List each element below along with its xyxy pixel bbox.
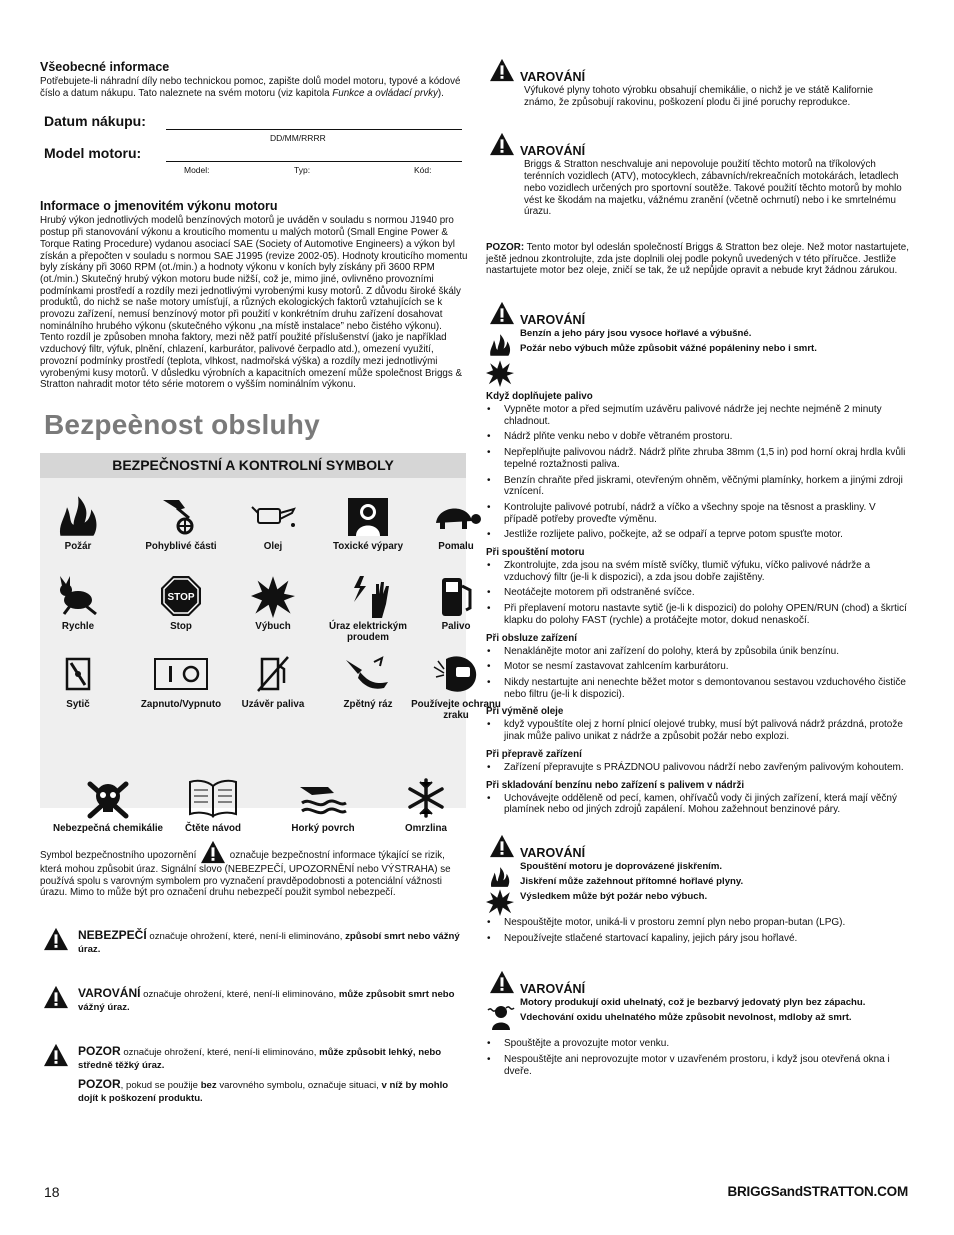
model-sub-label: Model: <box>184 165 210 176</box>
brand-url: BRIGGSandSTRATTON.COM <box>727 1184 908 1199</box>
stop-text: STOP <box>167 591 195 603</box>
choke-icon <box>28 649 128 699</box>
notice-text: Tento motor byl odeslán společností Briggs & Stratton bez oleje. Než motor nastartujete, ještě jednou zkontrolujte, zda jste doplnili olej podle pokynů uvedených v této příručce. Jestliže nastartujete motor bez oleje, zničí se tak, že už nepůjde opravit a nebude kryt žádnou zárukou. <box>486 241 909 277</box>
caution-bold: může způsobit lehký, nebo středně těžký úraz. <box>78 1047 442 1072</box>
rabbit-icon <box>28 571 128 621</box>
warning-line: Požár nebo výbuch může způsobit vážné popáleniny nebo i smrt. <box>520 343 817 355</box>
symbol-skull-crossbones <box>38 773 178 834</box>
symbol-hot-surface <box>273 773 373 834</box>
signal-danger <box>40 929 468 956</box>
refuel-heading: Když doplňujete palivo <box>486 391 593 403</box>
warning-text: Výfukové plyny tohoto výrobku obsahují chemikálie, o nichž je ve státě Kalifornie známo, že způsobují rakovinu, poškození plodu či jiné poruchy reprodukce. <box>524 85 874 108</box>
date-format-hint: DD/MM/RRRR <box>270 133 326 144</box>
oil-list <box>486 719 910 742</box>
list-item: • Nepřeplňujte palivovou nádrž. Nádrž plňte zhruba 38mm (1,5 in) pod horní okraj hrdla kvůli tepelné roztažnosti paliva. <box>486 447 910 470</box>
symbol-toxic-fumes <box>318 491 418 552</box>
warning-alert-icon <box>488 970 516 994</box>
list-item: • Nepoužívejte stlačené startovací kapaliny, jejich páry jsou hořlavé. <box>486 933 910 945</box>
warning-line: Výsledkem může být požár nebo výbuch. <box>520 890 708 902</box>
start-heading: Při spouštění motoru <box>486 547 585 559</box>
oil-can-icon <box>223 491 323 541</box>
symbol-oil-can <box>223 491 323 552</box>
warning-alert-icon <box>42 985 70 1009</box>
symbol-label: Požár <box>64 540 92 552</box>
caution-alert-icon <box>42 1043 70 1067</box>
skull-crossbones-icon <box>38 773 178 823</box>
warning-title: VAROVÁNÍ <box>520 144 586 159</box>
warning-text: označuje ohrožení, které, není-li eliminováno, <box>140 989 339 1001</box>
symbol-open-book <box>163 773 263 834</box>
general-info-text <box>40 76 464 99</box>
list-item: • Nikdy nestartujte ani nenechte běžet motor s demontovanou sestavou vzduchového čističe nebo filtru (je-li k dispozici). <box>486 677 910 700</box>
warning-title: VAROVÁNÍ <box>520 70 586 84</box>
symbol-electric-shock <box>318 571 418 643</box>
code-sub-label: Kód: <box>414 165 432 176</box>
power-rating-text: Hrubý výkon jednotlivých modelů benzínových motorů je uváděn v souladu s normou J1940 pro postup při stanovování výkonu a krouticího momentu u malých motorů (Small Engine Power & Torque Rating Procedure) vydanou asociací SAE (Society of Automotive Engineers) a výkon byl získán a přepočten v souladu s normou SAE J1995 (revize 2002-05). Hodnoty krouticího momentu byly získány při 3060 RPM (ot./min.) a hodnoty výkonu v koních byly získány při 3600 RPM (ot./min.) Skutečný hrubý výkon motoru bude nižší, což je, mimo jiné, ovlivněno provozními podmínkami prostředí a rozdíly mezi jednotlivými vyrobenými kusy motorů. Z důvodu široké škály produktů, do nichž se naše motory umísťují, a různých ekologických faktorů vztahujících se k provozu zařízení, nemusí benzínový motor při použití v konkrétním druhu zařízení dosahovat nominálního hrubého výkonu (skutečného výkonu „na místě instalace” nebo čistého výkonu). Tento rozdíl je způsoben mnoha faktory, mezi něž patří použité příslušenství (jako je například vzduchový filtr, výfuk, plnění, chlazení, karburátor, palivové čerpadlo atd.), omezení využití, provozní podmínky prostředí (teplota, vlhkost, nadmořská výška) a rozdíly mezi jednotlivými vyrobenými kusy motorů. V důsledku výrobních a kapacitních omezení může společnost Briggs & Stratton nahradit motor této série motorem o vyšším nominálním výkonu. <box>40 215 468 391</box>
symbol-label: Palivo <box>441 620 471 632</box>
purchase-date-label: Datum nákupu: <box>44 113 146 130</box>
list-item: • Neotáčejte motorem při odstraněné svíčce. <box>486 587 910 599</box>
symbol-label: Úraz elektrickým proudem <box>329 620 407 643</box>
list-item: • Zařízení přepravujte s PRÁZDNOU palivovou nádrží nebo zavřeným palivovým kohoutem. <box>486 762 910 774</box>
symbol-snowflake <box>376 773 476 834</box>
explosion-icon <box>486 359 514 387</box>
symbols-header: BEZPEČNOSTNÍ A KONTROLNÍ SYMBOLY <box>40 453 466 478</box>
safety-alert-icon <box>199 840 227 864</box>
symbol-on-off <box>131 649 231 710</box>
symbol-label: Pomalu <box>438 540 474 552</box>
list-item: • Kontrolujte palivové potrubí, nádrž a víčko a všechny spoje na těsnost a praskliny. V případě potřeby proveďte výměnu. <box>486 502 910 525</box>
spark-list <box>486 917 910 944</box>
list-item: • Uchovávejte odděleně od pecí, kamen, ohřívačů vody či jiných zařízení, která mají věčný plamínek nebo od jiných zdrojů zapálení. Mohou zažehnout benzinové páry. <box>486 793 910 816</box>
general-info-text-b: ). <box>437 87 444 99</box>
power-rating-heading: Informace o jmenovitém výkonu motoru <box>40 199 278 214</box>
toxic-fumes-icon <box>318 491 418 541</box>
engine-model-line <box>166 161 462 162</box>
purchase-date-row <box>44 113 468 143</box>
section-title: Bezpeènost obsluhy <box>44 408 320 440</box>
notice-bold2: v níž by mohlo dojít k poškození produktu. <box>78 1080 449 1105</box>
fire-icon <box>28 491 128 541</box>
symbol-label: Omrzlina <box>405 822 447 834</box>
notice-text: , pokud se použije <box>120 1080 201 1092</box>
warning-alert-icon <box>488 301 516 325</box>
symbol-label: Horký povrch <box>291 822 355 834</box>
list-item: • Jestliže rozlijete palivo, počkejte, až se odpaří a teprve potom spusťte motor. <box>486 529 910 541</box>
warning-line: Vdechování oxidu uhelnatého může způsobit nevolnost, mdloby až smrt. <box>520 1012 852 1024</box>
symbol-label: Pohyblivé části <box>145 540 217 552</box>
warning-california <box>486 60 910 108</box>
caution-word: POZOR <box>78 1044 121 1059</box>
warning-word: VAROVÁNÍ <box>78 986 141 1001</box>
warning-line: Benzín a jeho páry jsou vysoce hořlavé a výbušné. <box>520 328 752 340</box>
open-book-icon <box>163 773 263 823</box>
notice-text2: varovného symbolu, označuje situaci, <box>216 1080 382 1092</box>
symbol-label: Zapnuto/Vypnuto <box>140 698 222 710</box>
storage-heading: Při skladování benzínu nebo zařízení s palivem v nádrži <box>486 779 745 791</box>
operate-heading: Při obsluze zařízení <box>486 632 577 644</box>
signal-notice <box>40 1078 468 1105</box>
engine-model-label: Model motoru: <box>44 145 142 162</box>
start-list <box>486 560 910 627</box>
list-item: • když vypouštíte olej z horní plnicí olejové trubky, musí být palivová nádrž prázdná, protože jinak může palivo unikat z nádrže a způsobit požár nebo explozi. <box>486 719 910 742</box>
list-item: • Motor se nesmí zastavovat zahlcením karburátoru. <box>486 661 910 673</box>
refuel-list <box>486 404 910 541</box>
symbol-label: Nebezpečná chemikálie <box>53 822 163 834</box>
list-item: • Při přeplavení motoru nastavte sytič (je-li k dispozici) do polohy OPEN/RUN (chod) a škrticí klapku do polohy FAST (rychle) a protáčejte motor, dokud nenaskočí. <box>486 603 910 626</box>
fuel-shutoff-icon <box>223 649 323 699</box>
symbol-moving-parts <box>131 491 231 552</box>
list-item: • Nenaklánějte motor ani zařízení do polohy, která by způsobila únik benzínu. <box>486 646 910 658</box>
caution-text: označuje ohrožení, které, není-li eliminováno, <box>120 1047 320 1059</box>
notice-word: POZOR: <box>486 241 525 253</box>
notice-no-oil <box>486 242 910 277</box>
symbol-label: Používejte ochranu zraku <box>411 698 501 721</box>
notice-word: POZOR <box>78 1077 121 1092</box>
alert-text-a: Symbol bezpečnostního upozornění <box>40 849 197 861</box>
engine-model-row <box>44 145 468 175</box>
alert-symbol-explanation <box>40 840 466 899</box>
list-item: • Spouštějte a provozujte motor venku. <box>486 1038 910 1050</box>
notice-bold: bez <box>200 1080 217 1092</box>
danger-word: NEBEZPEČÍ <box>78 928 147 943</box>
type-sub-label: Typ: <box>294 165 311 176</box>
stop-sign-icon <box>131 571 231 621</box>
symbols-panel <box>40 453 501 834</box>
warning-text: Briggs & Stratton neschvaluje ani nepovoluje použití těchto motorů na tříkolových terénních vozidlech (ATV), motocyklech, zábavních/rekreačních motokárách, letadlech nebo vozidlech určených pro sportovní soutěže. Takové použití těchto motorů by mohlo vést ke škodám na majetku, vážnému zranění (včetně ochrnutí) nebo i ke smrtelnému úrazu. <box>524 159 902 218</box>
symbol-label: Toxické výpary <box>332 540 404 552</box>
list-item: • Nespouštějte motor, uniká-li v prostoru zemní plyn nebo propan-butan (LPG). <box>486 917 910 929</box>
on-off-icon <box>131 649 231 699</box>
list-item: • Nádrž plňte venku nebo v dobře větraném prostoru. <box>486 431 910 443</box>
warning-alert-icon <box>488 58 516 82</box>
symbol-choke <box>28 649 128 710</box>
symbol-explosion <box>223 571 323 632</box>
list-item: • Benzín chraňte před jiskrami, otevřeným ohněm, věčnými plamínky, horkem a jinými zdroji vznícení. <box>486 475 910 498</box>
warning-title: VAROVÁNÍ <box>520 313 586 328</box>
symbol-label: Zpětný ráz <box>343 698 393 710</box>
kickback-icon <box>318 649 418 699</box>
alert-text-b: označuje bezpečnostní informace týkající se rizik, která mohou způsobit úraz. Signální slovo (NEBEZPEČÍ, UPOZORNĚNÍ nebo VÝSTRAHA) se používá spolu s varovným symbolem pro vyznačení pravděpodobnosti a potenciální vážnosti úrazu. Mimo to může být pro označení druhu nebezpečí použit symbol nebezpečí. <box>40 849 451 899</box>
warning-alert-icon <box>488 132 516 156</box>
list-item: • Vypněte motor a před sejmutím uzávěru palivové nádrže jej nechte nejméně 2 minuty chladnout. <box>486 404 910 427</box>
warning-spark <box>486 836 910 903</box>
warning-line: Jiskření může zažehnout přítomné hořlavé plyny. <box>520 875 744 887</box>
transport-list <box>486 762 910 774</box>
warning-title: VAROVÁNÍ <box>520 845 586 860</box>
warning-vehicles <box>486 134 910 218</box>
warning-co <box>486 972 910 1024</box>
symbol-fuel-shutoff <box>223 649 323 710</box>
explosion-icon <box>223 571 323 621</box>
right-column <box>486 60 910 1081</box>
symbol-label: Rychle <box>61 620 95 632</box>
operate-list <box>486 646 910 701</box>
controls-chapter-ref: Funkce a ovládací prvky <box>332 87 438 99</box>
symbol-label: Stop <box>170 620 192 632</box>
hot-surface-icon <box>273 773 373 823</box>
fire-icon <box>486 866 514 888</box>
fire-icon <box>486 333 514 357</box>
symbol-kickback <box>318 649 418 710</box>
storage-list <box>486 793 910 816</box>
oil-heading: Při výměně oleje <box>486 706 564 718</box>
co-list <box>486 1038 910 1077</box>
snowflake-icon <box>376 773 476 823</box>
symbol-fire <box>28 491 128 552</box>
explosion-icon <box>486 888 514 916</box>
warning-fuel <box>486 303 910 355</box>
symbol-label: Čtěte návod <box>184 822 242 834</box>
purchase-date-line <box>166 129 462 130</box>
toxic-fumes-icon <box>486 1002 516 1030</box>
symbol-label: Olej <box>263 540 283 552</box>
general-info-heading: Všeobecné informace <box>40 60 170 74</box>
warning-line: Motory produkují oxid uhelnatý, což je bezbarvý jedovatý plyn bez zápachu. <box>520 997 866 1009</box>
symbol-label: Sytič <box>66 698 90 710</box>
general-info-text-a: Potřebujete-li náhradní díly nebo technickou pomoc, zapište dolů model motoru, typové a kódové číslo a datum nákupu. Tato naleznete na svém motoru (viz kapitola <box>40 76 461 99</box>
signal-warning <box>40 987 468 1014</box>
moving-parts-icon <box>131 491 231 541</box>
signal-caution <box>40 1045 468 1072</box>
danger-text: označuje ohrožení, které, není-li eliminováno, <box>146 931 346 943</box>
electric-shock-icon <box>318 571 418 621</box>
transport-heading: Při přepravě zařízení <box>486 748 582 760</box>
danger-bold: způsobí smrt nebo vážný úraz. <box>78 931 460 956</box>
signal-words <box>40 929 468 1105</box>
list-item: • Nespouštějte ani neprovozujte motor v uzavřeném prostoru, i když jsou otevřená okna i dveře. <box>486 1054 910 1077</box>
fuel-instructions <box>486 391 910 816</box>
symbol-stop-sign <box>131 571 231 632</box>
list-item: • Zkontrolujte, zda jsou na svém místě svíčky, tlumič výfuku, víčko palivové nádrže a vzduchový filtr (je-li k dispozici), a zda jsou dobře zajištěny. <box>486 560 910 583</box>
left-column <box>40 60 501 1105</box>
danger-alert-icon <box>42 927 70 951</box>
symbol-label: Uzávěr paliva <box>241 698 305 710</box>
symbol-label: Výbuch <box>255 620 291 632</box>
symbol-rabbit <box>28 571 128 632</box>
page-number: 18 <box>44 1184 60 1200</box>
warning-line: Spouštění motoru je doprovázené jiskřením. <box>520 860 723 872</box>
warning-bold: může způsobit smrt nebo vážný úraz. <box>78 989 455 1014</box>
warning-title: VAROVÁNÍ <box>520 982 586 997</box>
warning-alert-icon <box>488 834 516 858</box>
